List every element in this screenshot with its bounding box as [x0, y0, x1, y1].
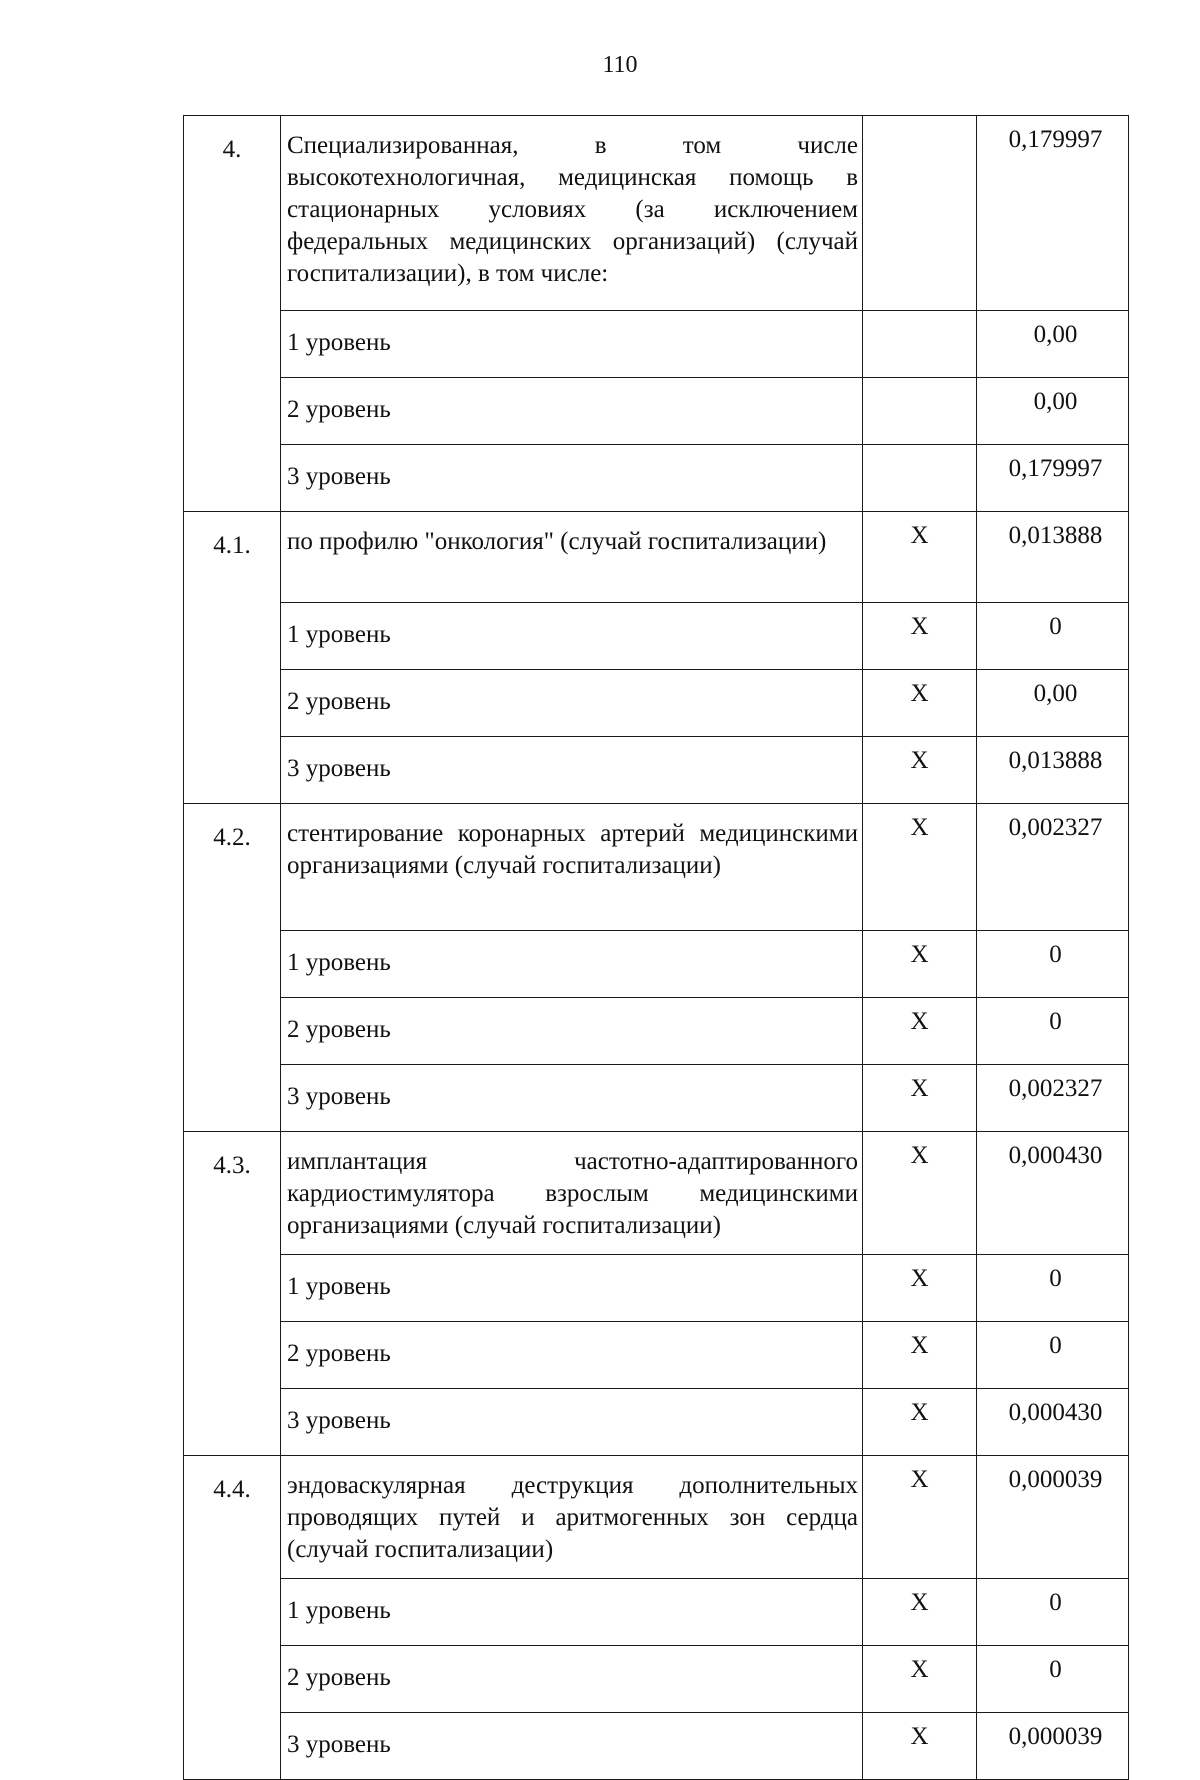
level-label: 1 уровень: [281, 1579, 863, 1646]
table-row: [184, 116, 1129, 311]
table-row: [184, 603, 1129, 670]
level-value: 0,179997: [977, 445, 1129, 512]
level-mark: Х: [863, 1579, 977, 1646]
section-title: имплантация частотно-адаптированного кардиостимулятора взрослым медицинскими организациями (случай госпитализации): [281, 1132, 863, 1255]
level-mark: Х: [863, 603, 977, 670]
level-label: 2 уровень: [281, 670, 863, 737]
section-title: Специализированная, в том числе высокотехнологичная, медицинская помощь в стационарных условиях (за исключением федеральных медицинских организаций) (случай госпитализации), в том числе:: [281, 116, 863, 311]
level-label: 2 уровень: [281, 378, 863, 445]
level-value: 0,000430: [977, 1389, 1129, 1456]
level-value: 0: [977, 1646, 1129, 1713]
table-row: [184, 737, 1129, 804]
section-mark: Х: [863, 1132, 977, 1255]
table-row: [184, 1579, 1129, 1646]
section-number: 4.2.: [184, 804, 281, 1132]
table-row: [184, 1255, 1129, 1322]
level-value: 0,00: [977, 378, 1129, 445]
table-row: [184, 931, 1129, 998]
table-row: [184, 378, 1129, 445]
table-row: [184, 311, 1129, 378]
table-row: [184, 1132, 1129, 1255]
level-value: 0,013888: [977, 737, 1129, 804]
level-label: 1 уровень: [281, 603, 863, 670]
table-row: [184, 1713, 1129, 1780]
section-title: по профилю "онкология" (случай госпитализации): [281, 512, 863, 603]
level-value: 0: [977, 1322, 1129, 1389]
level-label: 3 уровень: [281, 1389, 863, 1456]
level-value: 0,000039: [977, 1713, 1129, 1780]
level-value: 0: [977, 1255, 1129, 1322]
level-mark: Х: [863, 998, 977, 1065]
table-row: [184, 1389, 1129, 1456]
level-mark: Х: [863, 1389, 977, 1456]
section-mark: [863, 116, 977, 311]
page-number: 110: [602, 52, 638, 78]
section-mark: Х: [863, 804, 977, 931]
level-mark: [863, 311, 977, 378]
section-mark: Х: [863, 512, 977, 603]
level-label: 1 уровень: [281, 1255, 863, 1322]
section-number: 4.: [184, 116, 281, 512]
section-number: 4.4.: [184, 1456, 281, 1780]
level-label: 3 уровень: [281, 1713, 863, 1780]
table-row: [184, 998, 1129, 1065]
level-value: 0,00: [977, 311, 1129, 378]
level-mark: Х: [863, 1322, 977, 1389]
section-number: 4.3.: [184, 1132, 281, 1456]
table-row: [184, 1065, 1129, 1132]
section-title: стентирование коронарных артерий медицинскими организациями (случай госпитализации): [281, 804, 863, 931]
section-value: 0,000039: [977, 1456, 1129, 1579]
level-label: 3 уровень: [281, 1065, 863, 1132]
section-value: 0,000430: [977, 1132, 1129, 1255]
section-title: эндоваскулярная деструкция дополнительных проводящих путей и аритмогенных зон сердца (случай госпитализации): [281, 1456, 863, 1579]
level-label: 3 уровень: [281, 737, 863, 804]
section-value: 0,179997: [977, 116, 1129, 311]
level-mark: Х: [863, 1065, 977, 1132]
level-label: 2 уровень: [281, 1322, 863, 1389]
indicators-table: [183, 115, 1129, 1780]
section-value: 0,002327: [977, 804, 1129, 931]
level-value: 0,00: [977, 670, 1129, 737]
level-mark: Х: [863, 1646, 977, 1713]
section-number: 4.1.: [184, 512, 281, 804]
level-label: 2 уровень: [281, 998, 863, 1065]
table-row: [184, 670, 1129, 737]
table-row: [184, 1322, 1129, 1389]
level-mark: [863, 445, 977, 512]
level-mark: Х: [863, 737, 977, 804]
level-value: 0: [977, 603, 1129, 670]
level-value: 0: [977, 931, 1129, 998]
level-label: 1 уровень: [281, 931, 863, 998]
level-label: 3 уровень: [281, 445, 863, 512]
level-value: 0: [977, 1579, 1129, 1646]
section-value: 0,013888: [977, 512, 1129, 603]
level-mark: Х: [863, 1255, 977, 1322]
table-row: [184, 445, 1129, 512]
table-row: [184, 804, 1129, 931]
level-label: 1 уровень: [281, 311, 863, 378]
section-mark: Х: [863, 1456, 977, 1579]
level-mark: Х: [863, 931, 977, 998]
level-value: 0: [977, 998, 1129, 1065]
level-mark: Х: [863, 1713, 977, 1780]
table-row: [184, 512, 1129, 603]
table-row: [184, 1456, 1129, 1579]
level-label: 2 уровень: [281, 1646, 863, 1713]
table-row: [184, 1646, 1129, 1713]
level-mark: Х: [863, 670, 977, 737]
level-mark: [863, 378, 977, 445]
level-value: 0,002327: [977, 1065, 1129, 1132]
